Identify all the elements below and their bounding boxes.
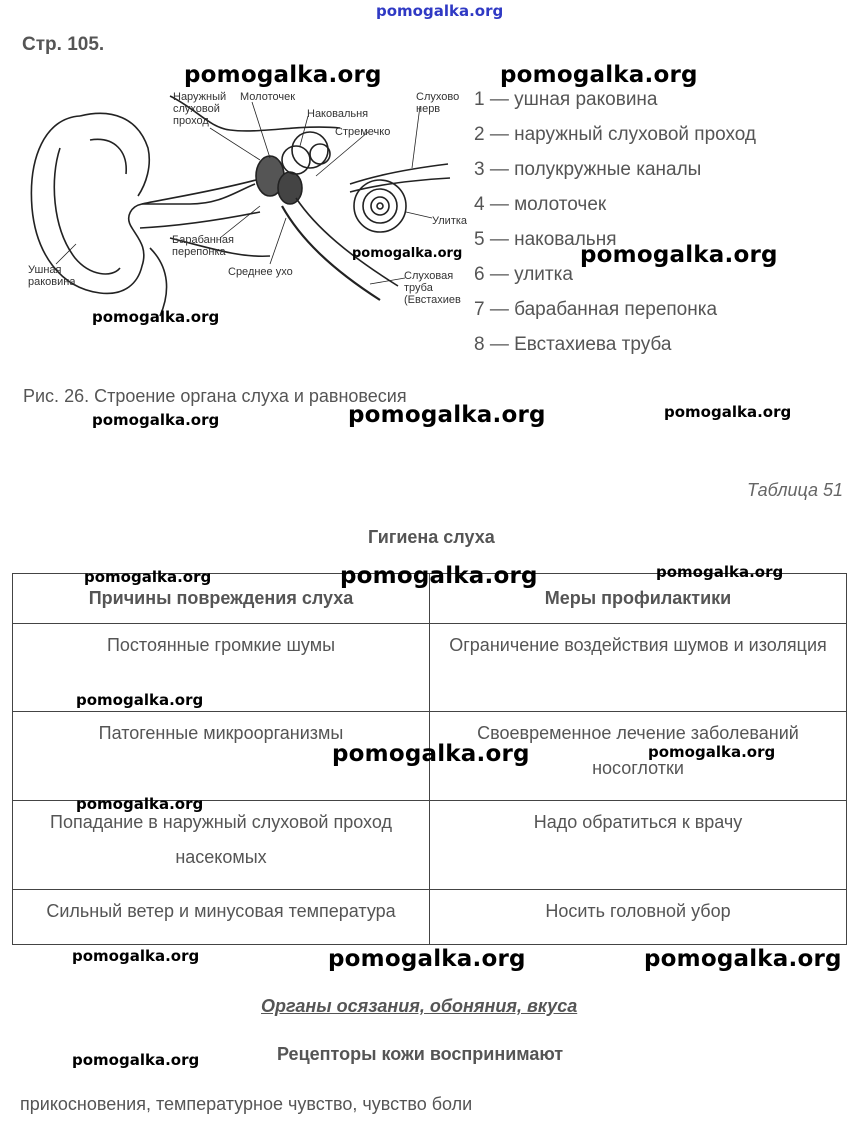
legend-item: 4 — молоточек xyxy=(474,194,607,215)
table-cell: Патогенные микроорганизмы xyxy=(13,712,430,801)
table-cell: Надо обратиться к врачу xyxy=(430,801,847,890)
watermark: pomogalka.org xyxy=(340,563,538,589)
label-nerve: Слухово нерв xyxy=(416,91,460,115)
section-heading: Органы осязания, обоняния, вкуса xyxy=(261,996,578,1016)
watermark: pomogalka.org xyxy=(184,62,382,88)
table-number: Таблица 51 xyxy=(747,480,844,500)
legend-item: 8 — Евстахиева труба xyxy=(474,334,672,355)
label-middle-ear: Среднее ухо xyxy=(228,266,293,278)
watermark: pomogalka.org xyxy=(656,563,784,581)
watermark: pomogalka.org xyxy=(332,741,530,767)
watermark: pomogalka.org xyxy=(328,946,526,972)
label-malleus: Молоточек xyxy=(240,91,296,103)
legend-item: 3 — полукружные каналы xyxy=(474,159,702,180)
label-stapes: Стремечко xyxy=(335,126,391,138)
legend-item: 6 — улитка xyxy=(474,264,573,285)
legend-item: 7 — барабанная перепонка xyxy=(474,299,718,320)
legend-item: 1 — ушная раковина xyxy=(474,89,658,110)
label-eardrum: Барабанная перепонка xyxy=(172,234,234,258)
table-cell: Попадание в наружный слуховой проход насекомых xyxy=(13,801,430,890)
watermark: pomogalka.org xyxy=(664,403,792,421)
receptors-heading: Рецепторы кожи воспринимают xyxy=(277,1044,564,1064)
watermark: pomogalka.org xyxy=(352,246,463,261)
label-tube: Слуховая труба (Евстахиев xyxy=(404,270,461,306)
label-cochlea: Улитка xyxy=(432,215,468,227)
table-cell: Своевременное лечение заболеваний носоглотки xyxy=(430,712,847,801)
watermark: pomogalka.org xyxy=(500,62,698,88)
incus-shape xyxy=(278,172,302,204)
receptors-answer: прикосновения, температурное чувство, чувство боли xyxy=(20,1094,473,1114)
site-link[interactable]: pomogalka.org xyxy=(376,2,504,20)
watermark: pomogalka.org xyxy=(84,568,212,586)
watermark: pomogalka.org xyxy=(72,947,200,965)
cochlea-shape xyxy=(354,180,406,232)
watermark: pomogalka.org xyxy=(76,795,204,813)
table-cell: Постоянные громкие шумы xyxy=(13,623,430,712)
label-pinna: Ушная раковина xyxy=(28,264,76,288)
ear-diagram xyxy=(20,88,470,318)
watermark: pomogalka.org xyxy=(92,411,220,429)
label-outer-canal: Наружный слуховой проход xyxy=(173,91,227,127)
table-title: Гигиена слуха xyxy=(368,527,495,547)
page-number-header: Стр. 105. xyxy=(22,34,105,55)
column-header: Меры профилактики xyxy=(430,574,847,624)
column-header: Причины повреждения слуха xyxy=(13,574,430,624)
table-cell: Ограничение воздействия шумов и изоляция xyxy=(430,623,847,712)
legend-item: 5 — наковальня xyxy=(474,229,617,250)
table-cell: Носить головной убор xyxy=(430,890,847,945)
table-row xyxy=(13,890,847,945)
watermark: pomogalka.org xyxy=(92,308,220,326)
table-cell: Сильный ветер и минусовая температура xyxy=(13,890,430,945)
figure-legend xyxy=(474,82,756,362)
legend-item: 2 — наружный слуховой проход xyxy=(474,124,757,145)
watermark: pomogalka.org xyxy=(580,242,778,268)
watermark: pomogalka.org xyxy=(76,691,204,709)
table-row xyxy=(13,801,847,890)
watermark: pomogalka.org xyxy=(72,1051,200,1069)
figure-caption: Рис. 26. Строение органа слуха и равновесия xyxy=(23,386,407,406)
label-incus: Наковальня xyxy=(307,108,369,120)
watermark: pomogalka.org xyxy=(644,946,842,972)
watermark: pomogalka.org xyxy=(348,402,546,428)
watermark: pomogalka.org xyxy=(648,743,776,761)
